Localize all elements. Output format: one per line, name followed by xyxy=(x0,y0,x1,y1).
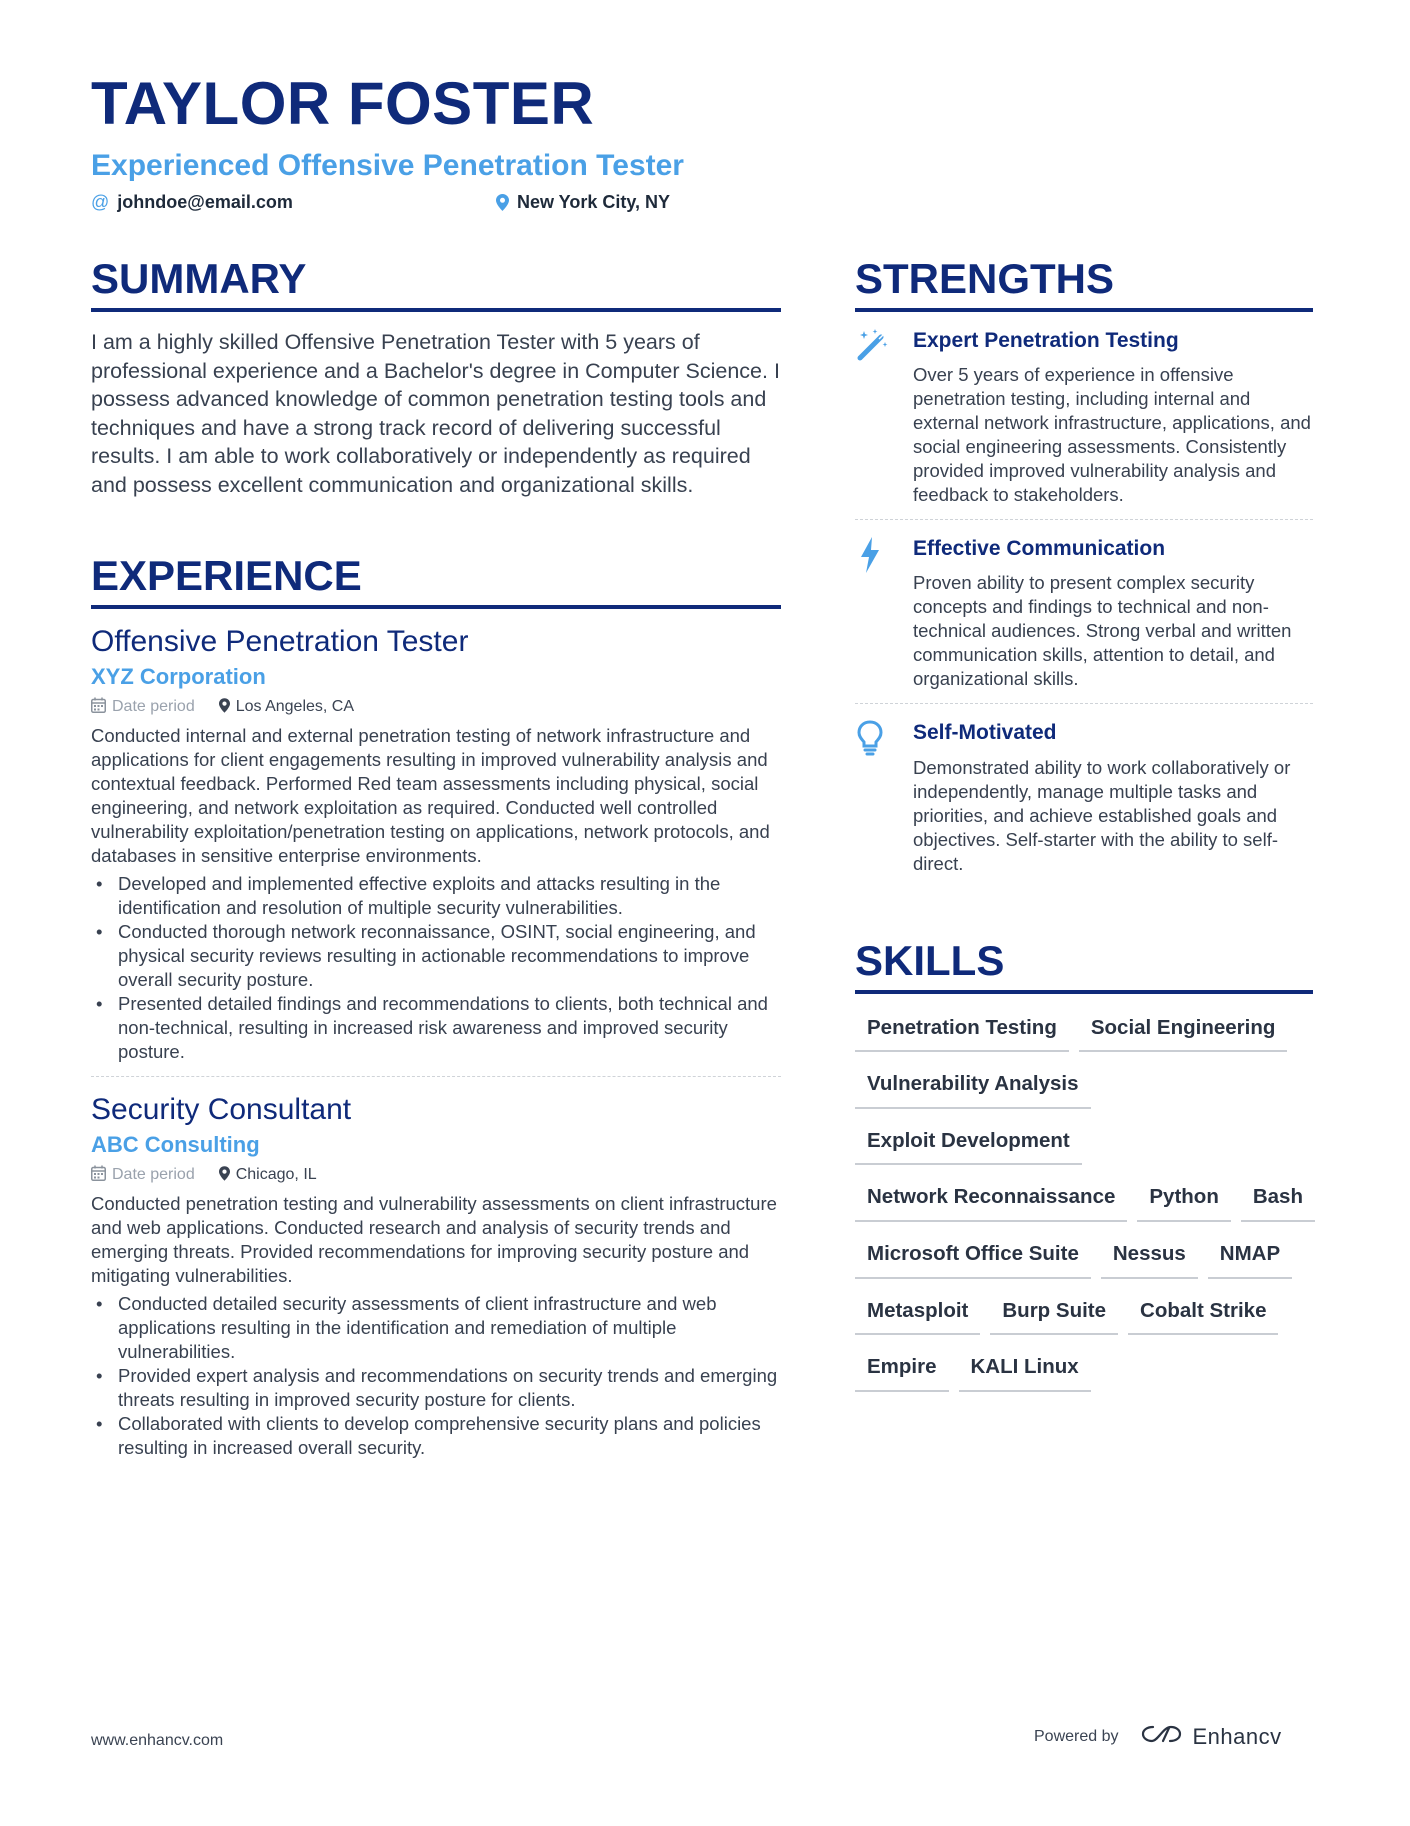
candidate-name: TAYLOR FOSTER xyxy=(91,70,595,137)
contact-location xyxy=(496,193,670,211)
skill-tag: Cobalt Strike xyxy=(1128,1291,1278,1336)
strength-item xyxy=(855,312,1313,520)
bullet-item: • Conducted thorough network reconnaissance, OSINT, social engineering, and physical security reviews resulting in actionable recommendations to improve overall security posture. xyxy=(91,920,781,992)
bullet-item: • Provided expert analysis and recommendations on security trends and emerging threats resulting in improved security posture for clients. xyxy=(91,1364,781,1412)
strength-description: Over 5 years of experience in offensive penetration testing, including internal and external network infrastructure, applications, and social engineering assessments. Consistently provided improved vulnerability analysis and feedback to stakeholders. xyxy=(913,364,1311,506)
bullet-item: • Presented detailed findings and recommendations to clients, both technical and non-technical, resulting in increased risk awareness and improved security posture. xyxy=(91,992,781,1064)
footer-branding xyxy=(1034,1722,1282,1752)
skill-tag: Microsoft Office Suite xyxy=(855,1234,1091,1279)
email-text: johndoe@email.com xyxy=(117,192,293,212)
summary-heading: SUMMARY xyxy=(91,258,781,312)
strength-item xyxy=(855,520,1313,704)
job-meta xyxy=(91,1165,781,1184)
calendar-icon xyxy=(91,1165,106,1184)
strength-title: Expert Penetration Testing xyxy=(913,329,1179,352)
job-location: Chicago, IL xyxy=(219,1166,317,1184)
skill-tag: Social Engineering xyxy=(1079,1008,1288,1053)
at-sign-icon: @ xyxy=(91,192,110,212)
job-date: Date period xyxy=(91,1165,195,1184)
location-text: New York City, NY xyxy=(517,192,671,212)
enhancv-logo-icon xyxy=(1139,1722,1185,1752)
strengths-heading: STRENGTHS xyxy=(855,258,1313,312)
lightning-bolt-icon xyxy=(855,536,891,691)
skill-tag: Bash xyxy=(1241,1177,1315,1222)
map-pin-icon xyxy=(496,194,509,211)
footer-website-link[interactable]: www.enhancv.com xyxy=(91,1732,224,1749)
strength-item xyxy=(855,704,1313,887)
contact-email[interactable] xyxy=(91,193,293,211)
map-pin-icon xyxy=(219,698,230,716)
map-pin-icon xyxy=(219,1166,230,1184)
skill-tag: Burp Suite xyxy=(990,1291,1118,1336)
magic-wand-icon xyxy=(855,328,891,507)
strength-title: Self-Motivated xyxy=(913,721,1057,745)
left-column xyxy=(91,255,781,1460)
job-location: Los Angeles, CA xyxy=(219,698,354,716)
skill-tag: Python xyxy=(1137,1177,1230,1222)
calendar-icon xyxy=(91,697,106,716)
bullet-item: • Conducted detailed security assessments of client infrastructure and web applications resulting in the identification and remediation of multiple vulnerabilities. xyxy=(91,1292,781,1364)
job-company: ABC Consulting xyxy=(91,1132,260,1158)
skill-tag: Penetration Testing xyxy=(855,1008,1069,1053)
skill-tag: NMAP xyxy=(1208,1234,1292,1279)
skills-heading: SKILLS xyxy=(855,940,1313,994)
skills-list xyxy=(855,1008,1325,1392)
job-date: Date period xyxy=(91,697,195,716)
job-description: Conducted penetration testing and vulnerability assessments on client infrastructure and web applications. Conducted research and analysis of security trends and emerging threats. Provided recommendations for improving security posture and mitigating vulnerabilities. xyxy=(91,1193,777,1287)
skill-tag: Vulnerability Analysis xyxy=(855,1064,1091,1109)
job-title: Offensive Penetration Tester xyxy=(91,625,469,658)
strength-title: Effective Communication xyxy=(913,537,1166,561)
skill-tag: Exploit Development xyxy=(855,1121,1082,1166)
job-title: Security Consultant xyxy=(91,1093,352,1127)
powered-by-label: Powered by xyxy=(1034,1728,1119,1745)
candidate-title: Experienced Offensive Penetration Tester xyxy=(91,149,684,182)
brand-name: Enhancv xyxy=(1192,1724,1282,1749)
job-bullets xyxy=(91,872,781,1064)
experience-heading: EXPERIENCE xyxy=(91,555,781,609)
job-bullets xyxy=(91,1292,781,1460)
job-description: Conducted internal and external penetration testing of network infrastructure and applications for client engagements resulting in improved vulnerability analysis and contextual feedback. Performed Red team assessments including physical, social engineering, and network exploitation as required. Conducted well controlled vulnerability exploitation/penetration testing on applications, network protocols, and databases in sensitive enterprise environments. xyxy=(91,725,770,867)
experience-entry xyxy=(91,625,781,1077)
strength-description: Proven ability to present complex security concepts and findings to technical and non-technical audiences. Strong verbal and written communication skills, attention to detail, and organizational skills. xyxy=(913,572,1292,690)
skill-tag: Empire xyxy=(855,1347,949,1392)
bullet-item: • Collaborated with clients to develop comprehensive security plans and policies resulting in increased overall security. xyxy=(91,1412,781,1460)
experience-entry xyxy=(91,1093,781,1460)
summary-text: I am a highly skilled Offensive Penetration Tester with 5 years of professional experience and a Bachelor's degree in Computer Science. I possess advanced knowledge of common penetration testing tools and techniques and have a strong track record of delivering successful results. I am able to work collaboratively or independently as required and possess excellent communication and organizational skills. xyxy=(91,330,780,497)
job-company: XYZ Corporation xyxy=(91,664,266,689)
skill-tag: Nessus xyxy=(1101,1234,1198,1279)
right-column xyxy=(855,255,1313,1392)
divider xyxy=(91,1076,781,1077)
lightbulb-icon xyxy=(855,720,891,875)
strength-description: Demonstrated ability to work collaboratively or independently, manage multiple tasks and priorities, and achieve established goals and objectives. Self-starter with the ability to self-direct. xyxy=(913,756,1291,874)
bullet-item: • Developed and implemented effective exploits and attacks resulting in the identification and resolution of multiple security vulnerabilities. xyxy=(91,872,781,920)
job-meta xyxy=(91,697,781,716)
skill-tag: Network Reconnaissance xyxy=(855,1177,1127,1222)
skill-tag: KALI Linux xyxy=(959,1347,1091,1392)
skill-tag: Metasploit xyxy=(855,1291,980,1336)
brand-logo[interactable] xyxy=(1139,1722,1282,1752)
